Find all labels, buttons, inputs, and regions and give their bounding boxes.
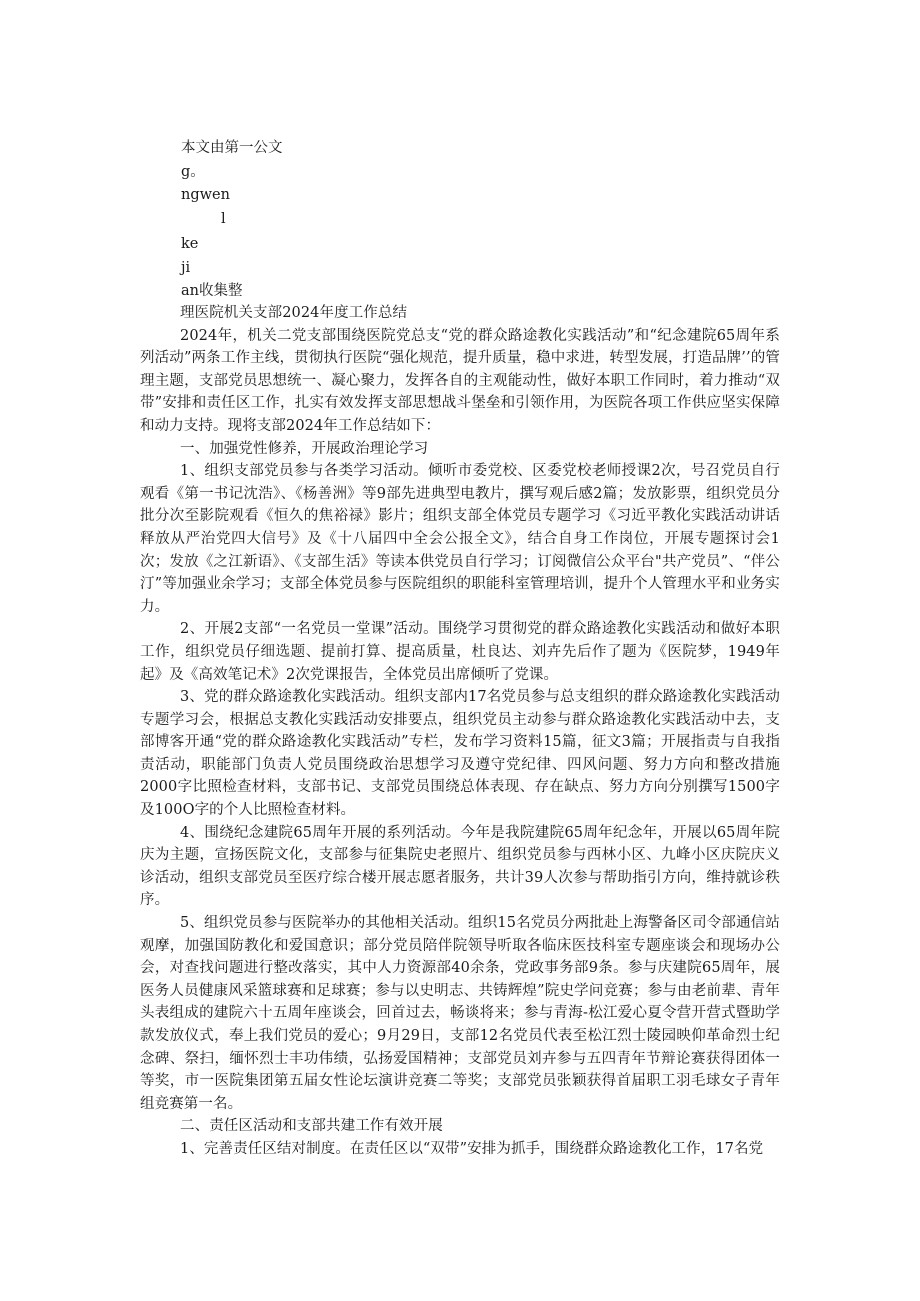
- document-body: [140, 302, 780, 1161]
- header-fragment-6: ji: [181, 260, 191, 276]
- header-fragment-4: l: [221, 211, 226, 227]
- intro-paragraph: 2024年，机关二党支部围绕医院党总支“党的群众路途教化实践活动”和“纪念建院65周年系列活动”两条工作主线，贯彻执行医院“强化规范，提升质量，稳中求进，转型发展，打造品牌’’的管理主题，支部党员思想统一、凝心聚力，发挥各自的主观能动性，做好本职工作同时，着力推动“双带”安排和责任区工作，扎实有效发挥支部思想战斗堡垒和引领作用，为医院各项工作供应坚实保障和动力支持。现将支部2024年工作总结如下：: [140, 327, 780, 434]
- section-heading-2: 二、责任区活动和支部共建工作有效开展: [180, 1118, 443, 1135]
- paragraph-item-5: 5、组织党员参与医院举办的其他相关活动。组织15名党员分两批赴上海警备区司令部通信站观摩，加强国防教化和爱国意识；部分党员陪伴院领导听取各临床医技科室专题座谈会和现场办公会，对查找问题进行整改落实，其中人力资源部40余条，党政事务部9条。参与庆建院65周年，展医务人员健康风采篮球赛和足球赛；参与以史明志、共铸辉煌”院史学问竞赛；参与由老前辈、青年头表组成的建院六十五周年座谈会，回首过去，畅谈将来；参与青海-松江爱心夏令营开营式暨助学款发放仪式，奉上我们党员的爱心；9月29日，支部12名党员代表至松江烈士陵园映仰革命烈士纪念碑、祭扫，缅怀烈士丰功伟绩，弘扬爱国精神；支部党员刘卉参与五四青年节辩论赛获得团体一等奖，市一医院集团第五届女性论坛演讲竞赛二等奖；支部党员张颖获得首届职工羽毛球女子青年组竞赛第一名。: [140, 915, 780, 1112]
- paragraph-item-2: 2、开展2支部“一名党员一堂课”活动。围绕学习贯彻党的群众路途教化实践活动和做好本职工作，组织党员仔细选题、提前打算、提高质量，杜良达、刘卉先后作了题为《医院梦，1949年起》及《高效笔记术》2次党课报告，全体党员出席倾听了党课。: [140, 621, 780, 683]
- paragraph-item-4: 4、围绕纪念建院65周年开展的系列活动。今年是我院建院65周年纪念年，开展以65周年院庆为主题，宣扬医院文化，支部参与征集院史老照片、组织党员参与西林小区、九峰小区庆院庆义诊活动，组织支部党员至医疗综合楼开展志愿者服务，共计39人次参与帮助指引方向，维持就诊秩序。: [140, 824, 780, 909]
- header-fragment-5: ke: [181, 236, 199, 252]
- header-fragment-2: g。: [181, 164, 205, 180]
- header-fragment-7: an收集整: [181, 283, 243, 299]
- paragraph-item-1: 1、组织支部党员参与各类学习活动。倾听市委党校、区委党校老师授课2次，号召党员自行观看《第一书记沈浩》、《杨善洲》等9部先进典型电教片，撰写观后感2篇；发放影票，组织党员分批分次至影院观看《恒久的焦裕禄》影片；组织支部全体党员专题学习《习近平教化实践活动讲话释放从严治党四大信号》及《十八届四中全会公报全文》，结合自身工作岗位，开展专题探讨会1次；发放《之江新语》、《支部生活》等读本供党员自行学习；订阅微信公众平台"共产党员”、“伴公汀”等加强业余学习；支部全体党员参与医院组织的职能科室管理培训，提升个人管理水平和业务实力。: [140, 463, 780, 615]
- header-fragment-1: 本文由第一公文: [181, 140, 283, 156]
- paragraph-item-3: 3、党的群众路途教化实践活动。组织支部内17名党员参与总支组织的群众路途教化实践活动专题学习会，根据总支教化实践活动安排要点，组织党员主动参与群众路途教化实践活动中去，支部博客开通“党的群众路途教化实践活动”专栏，发布学习资料15篇，征文3篇；开展指责与自我指责活动，职能部门负责人党员围绕政治思想学习及遵守党纪律、四风问题、努力方向和整改措施2000字比照检查材料，支部书记、支部党员围绕总体表现、存在缺点、努力方向分别撰写1500字及100O字的个人比照检查材料。: [140, 689, 780, 819]
- header-fragment-3: ngwen: [181, 187, 230, 203]
- paragraph-item-6: 1、完善责任区结对制度。在责任区以“双带”安排为抓手，围绕群众路途教化工作，17名党: [180, 1140, 764, 1157]
- section-heading-1: 一、加强党性修养，开展政治理论学习: [180, 440, 429, 457]
- document-title: 理医院机关支部2024年度工作总结: [180, 305, 408, 321]
